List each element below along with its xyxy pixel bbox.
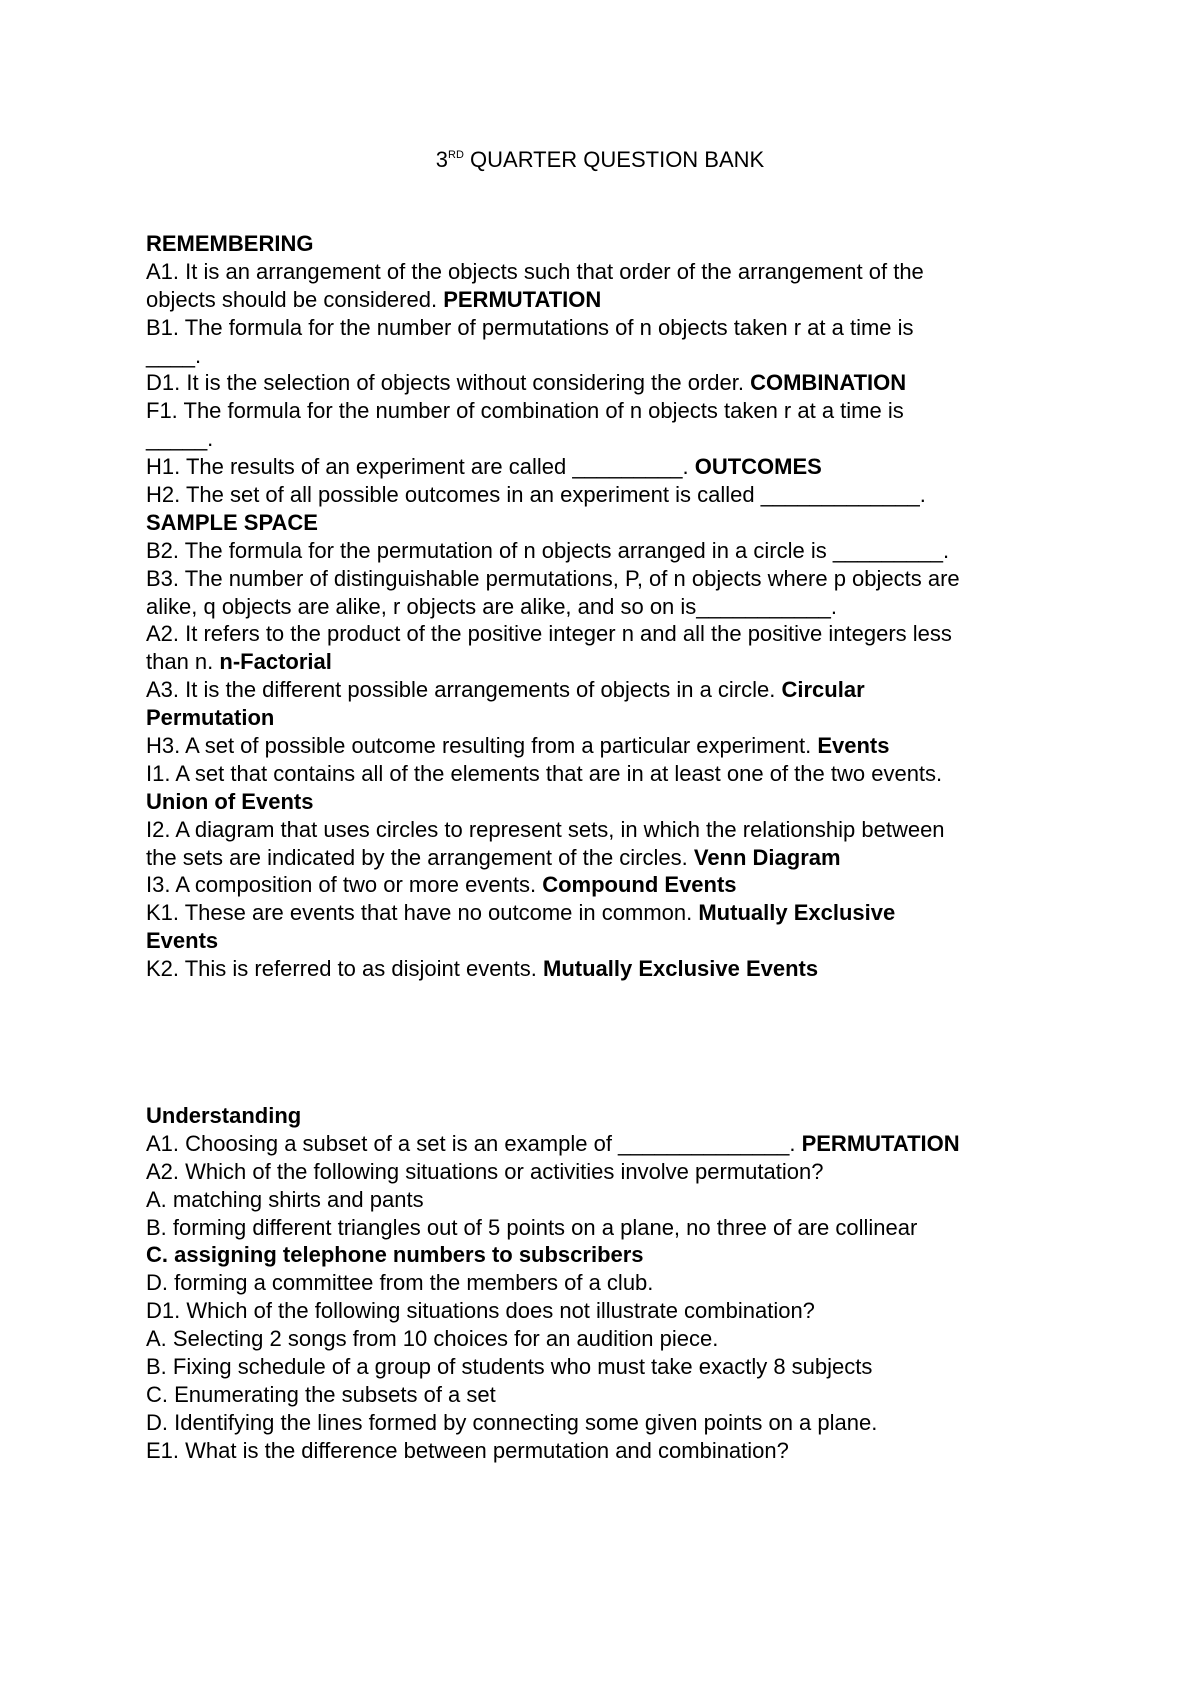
question-line [146,453,1066,481]
question-text: A. Selecting 2 songs from 10 choices for an audition piece. [146,1326,719,1352]
question-line [146,1381,1066,1409]
answer-text: Mutually Exclusive [698,900,896,926]
question-text: D. Identifying the lines formed by connecting some given points on a plane. [146,1409,878,1435]
question-text: K1. These are events that have no outcome in common. [146,900,699,926]
answer-text: Mutually Exclusive Events [543,956,819,982]
question-line [146,844,1066,872]
question-line [146,1325,1066,1353]
question-line [146,620,1066,648]
answer-text: OUTCOMES [694,454,822,480]
remembering-heading: REMEMBERING [146,231,314,256]
answer-text: PERMUTATION [443,286,602,312]
question-line [146,648,1066,676]
question-text: A3. It is the different possible arrangements of objects in a circle. [146,677,782,703]
question-line [146,1130,1066,1158]
question-line [146,899,1066,927]
question-text: the sets are indicated by the arrangement of the circles. [146,844,694,870]
question-line [146,1409,1066,1437]
question-line [146,286,1066,314]
question-text: objects should be considered. [146,286,444,312]
question-text: K2. This is referred to as disjoint events. [146,956,543,982]
question-line [146,1241,1066,1269]
question-line [146,760,1066,788]
question-text: B. forming different triangles out of 5 points on a plane, no three of are collinear [146,1214,918,1240]
section-heading [146,1102,1066,1130]
question-text: B2. The formula for the permutation of n objects arranged in a circle is _________. [146,537,950,563]
question-line [146,342,1066,370]
understanding-section [146,1102,1066,1465]
question-text: than n. [146,649,220,675]
question-text: B3. The number of distinguishable permutations, P, of n objects where p objects are [146,565,960,591]
question-text: D1. Which of the following situations does not illustrate combination? [146,1298,815,1324]
answer-text: Circular [781,677,865,703]
title-text: QUARTER QUESTION BANK [463,147,765,172]
question-line [146,1437,1066,1465]
question-line [146,314,1066,342]
question-line [146,1297,1066,1325]
question-text: D1. It is the selection of objects without considering the order. [146,370,751,396]
section-heading [146,230,1066,258]
question-line [146,704,1066,732]
question-text: I3. A composition of two or more events. [146,872,543,898]
question-text: F1. The formula for the number of combination of n objects taken r at a time is [146,398,904,424]
question-text: H2. The set of all possible outcomes in an experiment is called _____________. [146,482,926,508]
understanding-heading: Understanding [146,1103,302,1128]
question-line [146,509,1066,537]
answer-text: PERMUTATION [801,1130,960,1156]
question-text: H1. The results of an experiment are called _________. [146,454,695,480]
question-line [146,1158,1066,1186]
question-line [146,1186,1066,1214]
question-line [146,369,1066,397]
question-text: ____. [146,342,202,368]
title-superscript: RD [448,149,464,161]
answer-text: Events [146,928,219,954]
remembering-section [146,230,1066,983]
question-text: H3. A set of possible outcome resulting from a particular experiment. [146,733,818,759]
question-line [146,732,1066,760]
question-text: C. Enumerating the subsets of a set [146,1381,496,1407]
answer-text: n-Factorial [219,649,332,675]
question-line [146,1269,1066,1297]
question-line [146,397,1066,425]
question-text: E1. What is the difference between permutation and combination? [146,1437,789,1463]
question-line [146,1353,1066,1381]
question-line [146,676,1066,704]
answer-text: Compound Events [542,872,737,898]
answer-text: Events [817,733,890,759]
question-text: A. matching shirts and pants [146,1186,424,1212]
question-text: B. Fixing schedule of a group of students who must take exactly 8 subjects [146,1354,873,1380]
question-line [146,425,1066,453]
question-line [146,788,1066,816]
answer-text: SAMPLE SPACE [146,509,318,535]
question-line [146,593,1066,621]
question-text: A1. Choosing a subset of a set is an example of ______________. [146,1130,802,1156]
question-text: A2. It refers to the product of the positive integer n and all the positive integers less [146,621,952,647]
question-line [146,481,1066,509]
question-text: A1. It is an arrangement of the objects such that order of the arrangement of the [146,258,924,284]
answer-text: Venn Diagram [693,844,841,870]
question-line [146,258,1066,286]
question-text: I2. A diagram that uses circles to represent sets, in which the relationship between [146,816,945,842]
question-text: D. forming a committee from the members of a club. [146,1270,654,1296]
question-line [146,927,1066,955]
question-line [146,871,1066,899]
question-line [146,1214,1066,1242]
understanding-question-list [146,1130,1066,1465]
answer-text: C. assigning telephone numbers to subscribers [146,1242,644,1268]
answer-text: Union of Events [146,788,314,814]
question-line [146,955,1066,983]
answer-text: Permutation [146,705,275,731]
question-line [146,537,1066,565]
title-number: 3 [435,147,449,172]
question-text: B1. The formula for the number of permutations of n objects taken r at a time is [146,314,914,340]
answer-text: COMBINATION [750,370,907,396]
question-text: alike, q objects are alike, r objects are alike, and so on is___________. [146,593,837,619]
page-title [0,146,1200,174]
question-text: _____. [146,426,214,452]
question-text: I1. A set that contains all of the elements that are in at least one of the two events. [146,760,943,786]
remembering-question-list [146,258,1066,983]
question-text: A2. Which of the following situations or activities involve permutation? [146,1158,824,1184]
question-line [146,565,1066,593]
question-line [146,816,1066,844]
